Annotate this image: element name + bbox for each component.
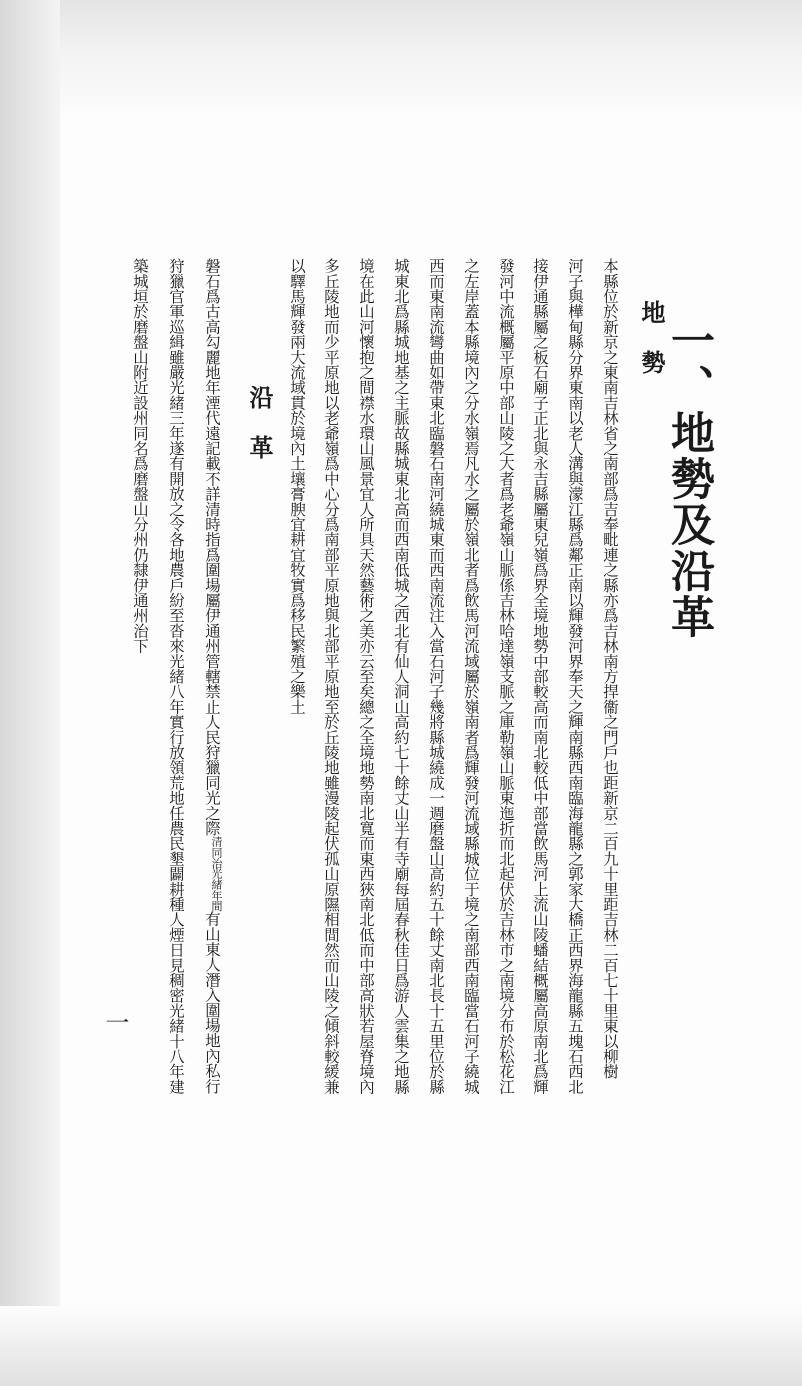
annotation-right: 清同治: [210, 835, 223, 869]
text-column: 城東北爲縣城地基之主脈故縣城東北高而西南低城之西北有仙人洞山高約七十餘丈山半有寺廟每屆春秋佳日爲游人雲集之地縣: [392, 258, 410, 1094]
text-column: 河子與樺甸縣分界東南以老人溝與濛江縣爲鄰正南以輝發河界奉天之輝南縣西南臨海龍縣之郭家大橋正西界海龍縣五塊石西北: [566, 258, 584, 1094]
section-heading-terrain: 地勢: [637, 300, 666, 400]
scan-margin-top: [0, 0, 802, 120]
chapter-title: 一、地勢及沿革: [663, 318, 714, 640]
text-column: [202, 258, 222, 1094]
text-main: 磐石爲古高勾麗地年湮代遠記載不詳清時指爲圍場屬伊通州管轄禁止人民狩獵同光之際: [203, 258, 221, 836]
text-column: 本縣位於新京之東南吉林省之南部爲吉奉毗連之縣亦爲吉林南方捍衞之門戶也距新京二百九十里距吉林二百七十里東以柳樹: [601, 258, 619, 1079]
text-column: 多丘陵地而少平原地以老爺嶺爲中心分爲南部平原地與北部平原地至於丘陵地雖漫陵起伏孤山原隰相間然而山陵之傾斜較緩兼: [322, 258, 340, 1094]
section-heading-history: 沿革: [245, 385, 274, 485]
text-column: 築城垣於磨盤山附近設州同名爲磨盤山分州仍隸伊通州治下: [131, 258, 149, 654]
text-column: 之左岸蓋本縣境內之分水嶺焉凡水之屬於嶺北者爲飲馬河流域屬於嶺南者爲輝發河流域縣城位于境之南部西南臨當石河子繞城: [462, 258, 480, 1094]
text-column: 狩獵官軍巡緝雖嚴光緒三年遂有開放之令各地農戶紛至沓來光緒八年實行放領荒地任農民墾闢耕種人煙日見稠密光緒十八年建: [167, 258, 185, 1094]
scan-margin-left: [0, 0, 60, 1386]
inline-annotation: [210, 836, 222, 868]
annotation-left: 光緒年間: [210, 868, 223, 912]
text-column: 境在此山河懷抱之間襟水環山風景宜人所具天然藝術之美亦云至矣總之全境地勢南北寬而東西狹南北低而中部高狀若屋脊境內: [357, 258, 375, 1094]
text-tail: 有山東人潛入圍場地內私行: [203, 911, 221, 1094]
text-column: 以驛馬輝發兩大流域貫於境內土壤膏腴宜耕宜牧實爲移民繁殖之樂土: [288, 258, 306, 714]
page-number: 一: [101, 1010, 129, 1034]
text-column: 接伊通縣屬之板石廟子正北與永吉縣屬東兒嶺爲界全境地勢中部較高而南北較低中部當飲馬河上流山陵蟠結概屬高原南北爲輝: [531, 258, 549, 1094]
scan-margin-bottom: [0, 1306, 802, 1386]
text-column: 發河中流概屬平原中部山陵之大者爲老爺嶺山脈係吉林哈達嶺支脈之庫勒嶺山脈東迤折而北起伏於吉林市之南境分布於松花江: [497, 258, 515, 1094]
text-column: 西而東南流彎曲如帶東北臨磐石南河繞城東而西南流注入當石河子幾將縣城繞成一週磨盤山高約五十餘丈南北長十五里位於縣: [427, 258, 445, 1094]
